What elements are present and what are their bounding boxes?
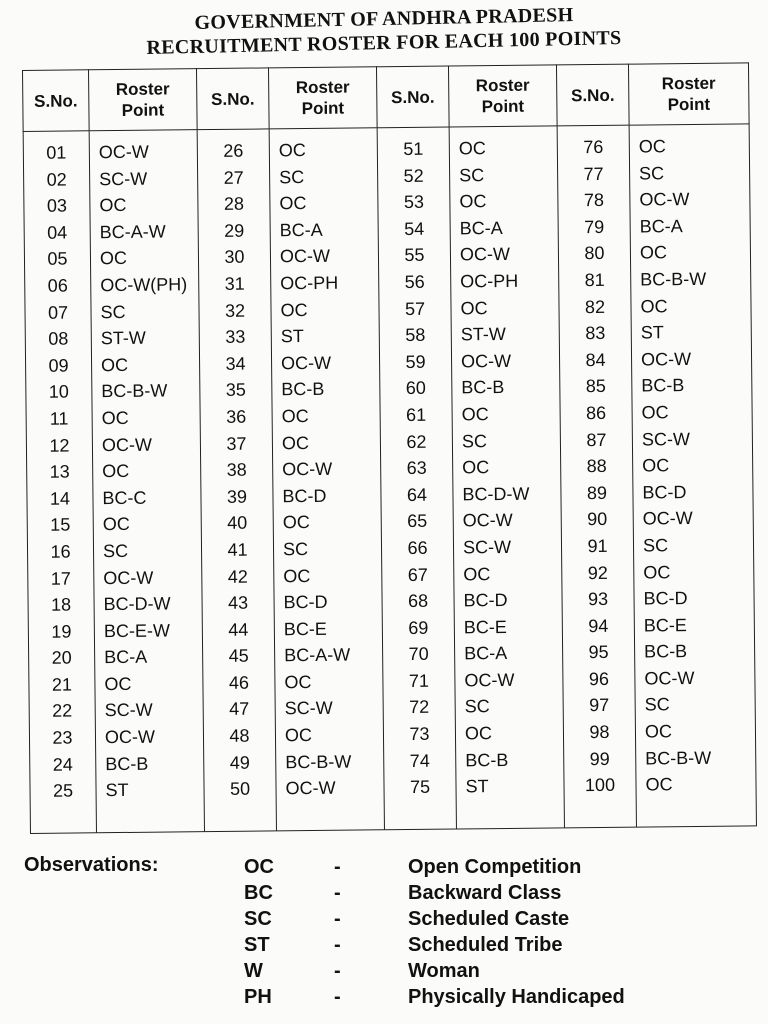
sno-cell: 02 [46, 169, 67, 190]
roster-point-cell: BC-A [639, 215, 683, 237]
sno-cell: 89 [586, 482, 608, 503]
sno-cell: 100 [584, 775, 616, 796]
sno-cell: 73 [409, 723, 430, 745]
roster-point-cell: OC-W [639, 189, 690, 210]
sno-cell: 37 [226, 433, 247, 454]
sno-cell: 23 [52, 727, 73, 748]
sno-cell: 96 [588, 668, 610, 689]
observation-dash: - [334, 986, 341, 1008]
roster-point-cell: OC [642, 455, 670, 476]
sno-cell: 55 [404, 245, 425, 266]
roster-point-cell: OC [463, 563, 491, 584]
roster-point-cell: OC [464, 723, 493, 744]
observation-meaning: Physically Handicaped [408, 986, 625, 1008]
roster-point-cell: OC [281, 405, 309, 427]
sno-cell: 51 [403, 138, 424, 160]
roster-point-cell: OC [638, 136, 666, 157]
roster-point-cell: OC-W [101, 434, 153, 455]
roster-point-cell: ST [640, 322, 664, 343]
roster-point-cell: OC [640, 295, 668, 317]
sno-cell: 07 [47, 302, 69, 323]
sno-cell: 86 [586, 402, 607, 424]
roster-point-cell: BC-D-W [103, 593, 171, 615]
sno-cell: 59 [405, 351, 426, 372]
observation-meaning: Backward Class [408, 882, 562, 904]
body-row [23, 124, 756, 834]
roster-point-cell: ST [280, 326, 304, 347]
roster-point-cell: OC-W [98, 141, 149, 163]
sno-cell: 83 [585, 323, 606, 344]
sno-header: S.No. [376, 66, 449, 128]
observation-dash: - [334, 960, 341, 982]
sno-cell: 42 [227, 566, 248, 587]
sno-column [197, 129, 276, 832]
roster-point-cell: SC [100, 301, 126, 322]
sno-cell: 01 [46, 142, 67, 163]
sno-cell: 87 [586, 429, 607, 450]
sno-cell: 28 [223, 193, 245, 215]
roster-point-cell: OC [278, 140, 306, 161]
sno-cell: 13 [49, 461, 70, 482]
sno-cell: 33 [225, 326, 246, 348]
observation-abbr: ST [244, 934, 270, 956]
sno-cell: 65 [407, 511, 428, 532]
roster-point-cell: SC [102, 540, 129, 562]
observation-dash: - [334, 908, 341, 930]
roster-point-cell: OC [281, 432, 310, 453]
sno-cell: 57 [404, 298, 426, 319]
roster-point-cell: OC [641, 402, 669, 423]
roster-point-cell: OC-W(PH) [100, 274, 188, 296]
roster-point-cell: OC-W [644, 667, 695, 689]
roster-point-cell: SC [279, 166, 305, 187]
observation-abbr: PH [244, 986, 272, 1008]
observation-meaning: Open Competition [408, 856, 582, 878]
roster-point-cell: OC [462, 457, 490, 478]
roster-point-cell: OC-W [104, 726, 156, 748]
sno-header: S.No. [23, 70, 90, 132]
roster-point-cell: OC [99, 248, 128, 269]
sno-cell: 06 [47, 275, 68, 296]
sno-cell: 85 [585, 376, 606, 397]
roster-point-cell: SC-W [462, 536, 512, 558]
roster-point-cell: BC-D [642, 481, 687, 503]
roster-point-cell: BC-B [461, 377, 505, 398]
sno-cell: 76 [583, 136, 604, 158]
sno-cell: 80 [584, 243, 605, 264]
observation-dash: - [334, 934, 341, 956]
roster-point-cell: OC [100, 354, 129, 375]
sno-cell: 31 [224, 273, 245, 294]
roster-point-cell: BC-A [459, 217, 503, 239]
roster-point-cell: ST-W [460, 324, 506, 345]
sno-cell: 18 [50, 594, 72, 615]
observations-label: Observations: [24, 854, 159, 876]
sno-cell: 34 [225, 353, 246, 374]
sno-cell: 98 [589, 721, 610, 743]
roster-point-cell: BC-D [283, 591, 328, 613]
observation-dash: - [334, 882, 341, 904]
sno-cell: 92 [587, 562, 608, 583]
roster-point-cell: OC-W [642, 508, 693, 529]
sno-cell: 16 [50, 541, 71, 562]
roster-point-cell: OC-W [103, 567, 154, 588]
roster-point-cell: BC-B-W [285, 751, 352, 772]
sno-cell: 67 [407, 564, 428, 585]
roster-point-cell: OC [458, 138, 486, 159]
sno-cell: 47 [229, 699, 250, 720]
roster-point-cell: SC [639, 162, 665, 184]
roster-point-cell: SC-W [641, 428, 691, 450]
sno-cell: 19 [51, 621, 72, 642]
sno-cell: 79 [584, 216, 605, 237]
roster-point-cell: BC-D-W [462, 483, 530, 505]
roster-point-header: Roster Point [628, 63, 749, 125]
sno-cell: 71 [408, 670, 430, 691]
sno-cell: 49 [229, 752, 250, 773]
sno-cell: 77 [583, 163, 604, 184]
roster-point-header: Roster Point [268, 67, 377, 129]
observation-meaning: Scheduled Tribe [408, 934, 563, 956]
roster-point-column [89, 130, 204, 833]
sno-cell: 93 [587, 588, 609, 610]
roster-point-cell: BC-A-W [99, 221, 166, 242]
sno-cell: 43 [227, 592, 249, 613]
roster-point-cell: OC-W [279, 246, 331, 267]
roster-point-cell: SC-W [99, 168, 148, 189]
roster-point-cell: ST [105, 780, 129, 801]
sno-cell: 17 [50, 568, 71, 589]
roster-point-cell: OC [283, 565, 311, 586]
sno-cell: 82 [584, 296, 606, 317]
sno-cell: 35 [225, 380, 246, 401]
sno-cell: 84 [585, 349, 606, 370]
sno-cell: 52 [403, 165, 424, 186]
roster-point-cell: BC-D [463, 590, 508, 611]
roster-point-cell: BC-D [643, 588, 688, 609]
roster-point-cell: SC-W [284, 698, 333, 719]
sno-cell: 41 [227, 539, 248, 560]
sno-cell: 05 [47, 248, 68, 270]
roster-point-header: Roster Point [448, 65, 557, 127]
roster-point-cell: SC [459, 164, 485, 186]
sno-cell: 25 [52, 780, 74, 801]
roster-point-cell: BC-A [464, 643, 508, 664]
sno-cell: 20 [51, 647, 72, 669]
roster-point-cell: SC [282, 538, 309, 560]
roster-point-column [269, 128, 384, 831]
roster-point-cell: OC [645, 774, 673, 795]
sno-cell: 78 [583, 190, 605, 211]
roster-table-wrapper [22, 62, 756, 834]
sno-cell: 94 [588, 615, 609, 636]
roster-point-cell: OC-W [459, 244, 511, 265]
roster-point-cell: BC-A-W [284, 644, 351, 666]
sno-cell: 81 [584, 269, 605, 291]
roster-point-cell: OC [639, 242, 668, 263]
roster-point-cell: OC [644, 721, 673, 742]
roster-point-cell: OC [460, 297, 488, 318]
sno-cell: 70 [408, 644, 429, 665]
roster-point-cell: OC-PH [280, 272, 339, 294]
roster-point-cell: OC-W [282, 458, 333, 480]
roster-point-cell: OC [102, 514, 130, 535]
sno-cell: 27 [223, 167, 244, 188]
roster-point-cell: OC [102, 461, 130, 482]
roster-point-cell: OC [643, 561, 671, 583]
roster-point-cell: OC-W [285, 778, 336, 799]
roster-point-cell: BC-E [283, 618, 327, 639]
roster-point-cell: SC [642, 535, 669, 556]
sno-header: S.No. [556, 64, 629, 126]
document-title: GOVERNMENT OF ANDHRA PRADESH [194, 4, 574, 34]
observation-abbr: BC [244, 882, 273, 904]
sno-cell: 56 [404, 271, 425, 292]
roster-point-cell: BC-A [279, 219, 323, 241]
roster-point-cell: OC [284, 725, 313, 746]
document-subtitle: RECRUITMENT ROSTER FOR EACH 100 POINTS [146, 27, 622, 59]
sno-cell: 66 [407, 537, 428, 558]
sno-cell: 63 [406, 457, 427, 479]
roster-point-cell: BC-E [463, 616, 507, 638]
sno-column [23, 131, 96, 834]
sno-cell: 26 [223, 140, 244, 161]
sno-cell: 14 [49, 488, 71, 509]
roster-table [22, 62, 757, 834]
roster-point-cell: BC-B [465, 749, 509, 771]
sno-column [557, 125, 636, 828]
roster-point-column [449, 126, 564, 829]
sno-cell: 91 [587, 535, 608, 557]
sno-cell: 64 [406, 484, 428, 505]
roster-point-cell: OC [282, 512, 310, 533]
sno-cell: 90 [587, 509, 608, 530]
observation-meaning: Woman [408, 960, 480, 982]
sno-cell: 99 [589, 748, 610, 769]
observation-abbr: SC [244, 908, 272, 930]
roster-point-cell: BC-B [105, 753, 149, 774]
roster-point-cell: SC [464, 696, 490, 717]
sno-cell: 09 [48, 355, 69, 376]
observation-meaning: Scheduled Caste [408, 908, 570, 930]
roster-point-cell: BC-B [281, 379, 325, 400]
roster-point-cell: BC-B [641, 375, 685, 396]
sno-cell: 08 [48, 328, 69, 349]
sno-cell: 68 [407, 590, 429, 612]
roster-point-column [629, 124, 756, 827]
roster-point-cell: OC-W [460, 350, 512, 372]
sno-cell: 22 [52, 700, 73, 722]
roster-point-cell: OC-W [464, 669, 515, 691]
roster-point-cell: BC-C [102, 487, 147, 508]
sno-cell: 21 [51, 674, 73, 695]
sno-cell: 40 [227, 512, 248, 534]
sno-cell: 60 [405, 378, 426, 399]
sno-cell: 45 [228, 645, 249, 667]
sno-cell: 97 [589, 695, 610, 716]
sno-cell: 10 [48, 381, 69, 403]
sno-column [377, 127, 456, 830]
roster-point-cell: OC-W [640, 348, 692, 370]
roster-point-cell: OC [280, 299, 308, 320]
roster-point-cell: OC-W [280, 352, 332, 374]
observation-abbr: W [244, 960, 263, 982]
sno-cell: 50 [229, 778, 251, 800]
sno-cell: 30 [224, 247, 245, 268]
sno-cell: 15 [50, 514, 71, 536]
roster-point-cell: OC [279, 193, 307, 214]
sno-cell: 88 [586, 456, 607, 477]
roster-point-cell: BC-B-W [101, 380, 168, 402]
sno-cell: 54 [404, 218, 425, 239]
roster-point-cell: BC-E-W [103, 620, 170, 641]
roster-point-cell: OC [284, 671, 312, 693]
header-row [23, 63, 750, 132]
sno-cell: 72 [409, 697, 430, 718]
roster-point-cell: OC [461, 404, 489, 425]
sno-cell: 04 [47, 222, 68, 243]
roster-point-cell: OC [104, 673, 132, 695]
sno-header: S.No. [196, 68, 269, 130]
roster-point-cell: OC [459, 191, 487, 212]
sno-cell: 62 [406, 431, 427, 452]
roster-point-cell: BC-B-W [645, 747, 712, 769]
sno-cell: 39 [226, 486, 248, 507]
sno-cell: 03 [46, 195, 68, 216]
sno-cell: 58 [405, 324, 426, 346]
observation-abbr: OC [244, 856, 274, 878]
roster-point-header: Roster Point [89, 69, 198, 131]
roster-point-cell: SC [461, 430, 488, 451]
sno-cell: 46 [228, 672, 250, 693]
sno-cell: 48 [229, 725, 250, 746]
roster-point-cell: ST [465, 776, 489, 797]
roster-point-cell: SC [644, 694, 670, 715]
roster-point-cell: BC-E [643, 614, 687, 636]
sno-cell: 11 [49, 408, 69, 429]
sno-cell: 95 [588, 642, 609, 663]
sno-cell: 38 [226, 459, 247, 481]
sno-cell: 53 [403, 191, 425, 213]
roster-point-cell: BC-B-W [640, 268, 707, 290]
sno-cell: 44 [228, 619, 249, 640]
roster-point-cell: BC-B [644, 641, 688, 662]
roster-point-cell: OC [99, 195, 127, 216]
roster-point-cell: SC-W [104, 700, 153, 721]
roster-point-cell: OC [101, 407, 129, 429]
sno-cell: 29 [224, 220, 245, 241]
sno-cell: 61 [406, 404, 427, 425]
sno-cell: 12 [49, 435, 70, 456]
sno-cell: 74 [409, 750, 430, 771]
roster-point-cell: BC-D [282, 485, 327, 507]
sno-cell: 69 [408, 617, 429, 638]
sno-cell: 75 [409, 777, 431, 798]
sno-cell: 32 [224, 300, 246, 321]
roster-point-cell: BC-A [104, 647, 148, 668]
observation-dash: - [334, 856, 341, 878]
roster-point-cell: ST-W [100, 327, 146, 349]
roster-point-cell: OC-PH [460, 270, 519, 292]
sno-cell: 24 [52, 754, 73, 775]
sno-cell: 36 [226, 406, 247, 427]
roster-point-cell: OC-W [462, 510, 513, 531]
